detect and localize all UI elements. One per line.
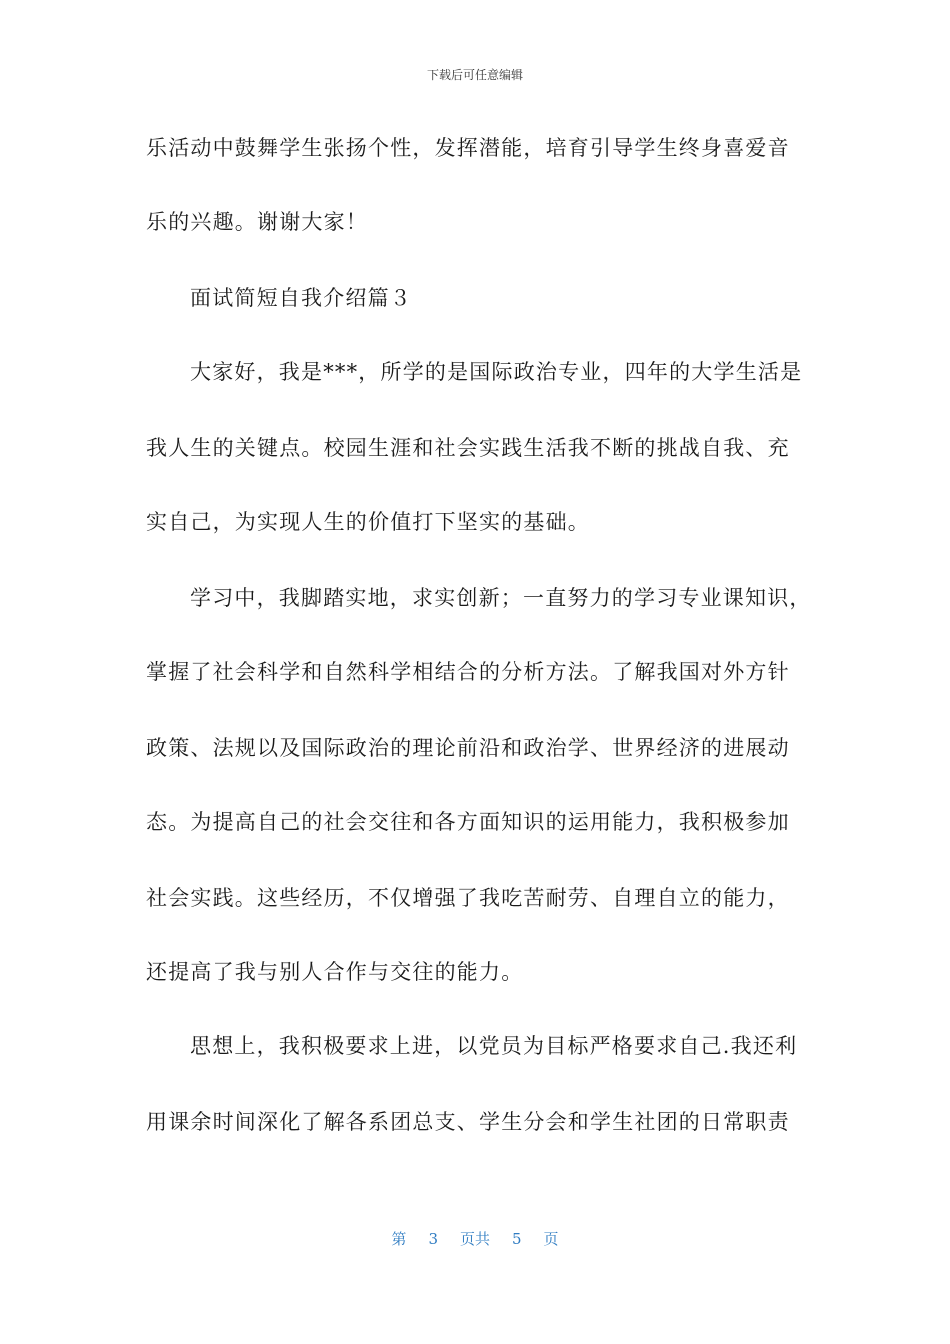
page-footer	[0, 1228, 950, 1249]
footer-suffix: 页	[543, 1230, 559, 1248]
body-line-9: 政策、法规以及国际政治的理论前沿和政治学、世界经济的进展动	[146, 736, 790, 760]
body-line-8: 掌握了社会科学和自然科学相结合的分析方法。了解我国对外方针	[146, 660, 790, 684]
body-line-11: 社会实践。这些经历，不仅增强了我吃苦耐劳、自理自立的能力，	[146, 886, 790, 910]
section-heading: 面试简短自我介绍篇３	[190, 286, 412, 310]
body-line-12: 还提高了我与别人合作与交往的能力。	[146, 960, 524, 984]
footer-middle: 页共	[459, 1230, 490, 1248]
body-line-4: 大家好，我是***，所学的是国际政治专业，四年的大学生活是	[190, 360, 803, 384]
body-line-14: 用课余时间深化了解各系团总支、学生分会和学生社团的日常职责	[146, 1110, 790, 1134]
footer-prefix: 第	[391, 1230, 407, 1248]
body-line-7: 学习中，我脚踏实地，求实创新；一直努力的学习专业课知识，	[190, 586, 812, 610]
body-line-1: 乐活动中鼓舞学生张扬个性，发挥潜能，培育引导学生终身喜爱音	[146, 136, 790, 160]
body-line-10: 态。为提高自己的社会交往和各方面知识的运用能力，我积极参加	[146, 810, 790, 834]
body-line-5: 我人生的关键点。校园生涯和社会实践生活我不断的挑战自我、充	[146, 436, 790, 460]
body-line-6: 实自己，为实现人生的价值打下坚实的基础。	[146, 510, 590, 534]
footer-total-pages: 5	[512, 1230, 522, 1248]
page-header-note: 下载后可任意编辑	[426, 68, 523, 82]
footer-current-page: 3	[428, 1230, 438, 1248]
body-line-13: 思想上，我积极要求上进，以党员为目标严格要求自己.我还利	[190, 1034, 798, 1058]
body-line-2: 乐的兴趣。谢谢大家！	[146, 210, 368, 234]
